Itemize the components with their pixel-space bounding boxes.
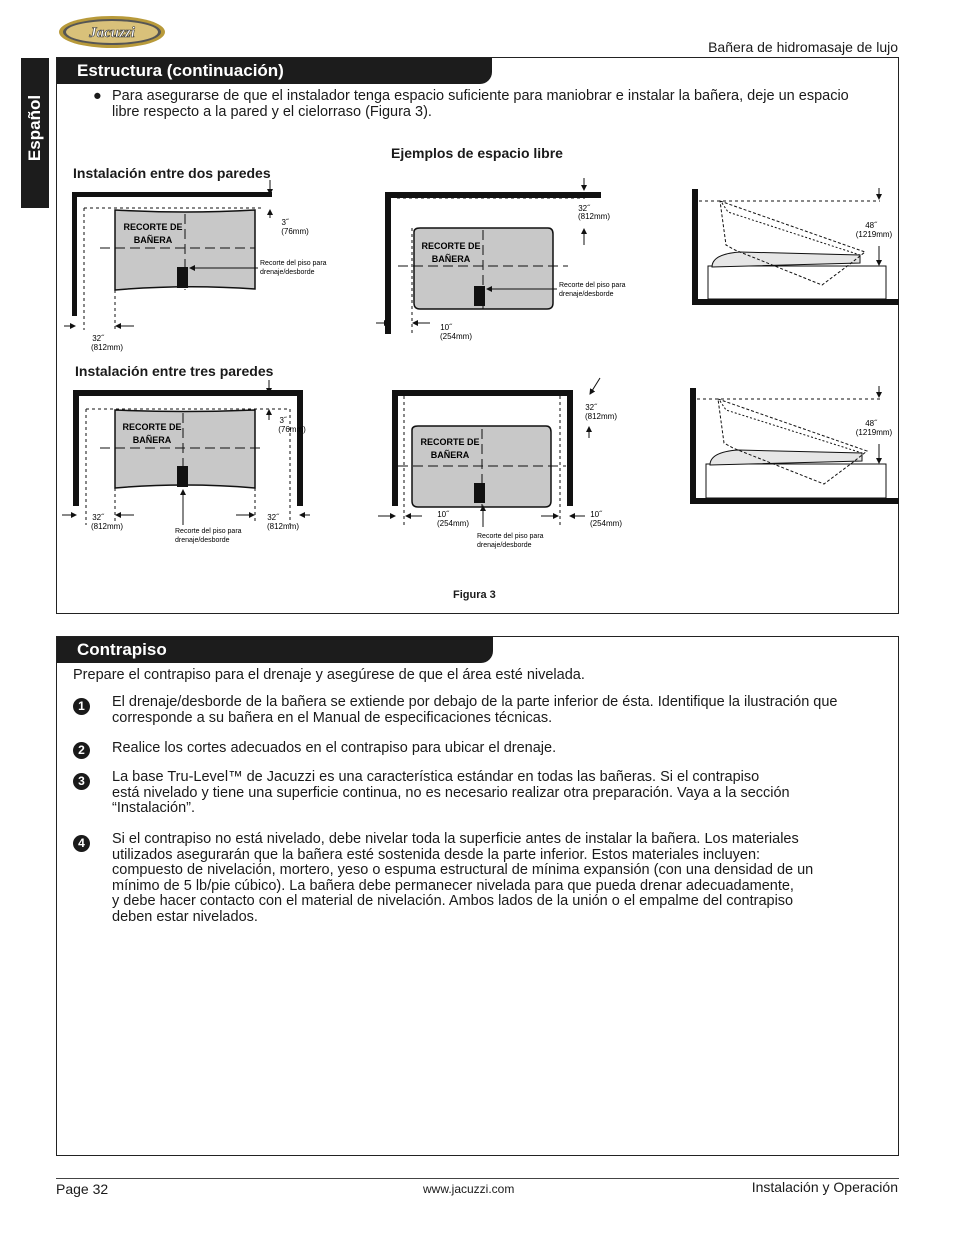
svg-text:Recorte del piso paradrenaje/d: Recorte del piso para drenaje/desborde [260,260,327,276]
step-4-line: utilizados asegurarán que la bañera esté sostenida desde la parte inferior. Estos materiales incluyen: [112,846,761,863]
language-tab-label: Español [25,94,44,162]
diagram-three-walls-left [62,380,310,544]
figure-caption: Figura 3 [453,589,496,601]
diagram-two-walls-left [64,180,327,352]
svg-text:Recorte del piso paradrenaje/d: Recorte del piso para drenaje/desborde [175,528,242,544]
footer-url[interactable]: www.jacuzzi.com [423,1182,515,1196]
step-4-line: compuesto de nivelación, mortero, yeso o espuma estructural de mínima expansión (con una densidad de un [112,862,814,879]
three-walls-heading: Instalación entre tres paredes [75,363,274,379]
svg-text:32˝(812mm): 32˝ (812mm) [577,204,611,221]
step-1-line: corresponde a su bañera en el Manual de especificaciones técnicas. [112,709,553,726]
step-3-line: La base Tru-Level™ de Jacuzzi es una característica estándar en todas las bañeras. Si el contrapiso [112,769,760,785]
diagram-two-walls-right [376,178,626,341]
two-walls-heading: Instalación entre dos paredes [73,165,271,181]
subfloor-section-title: Contrapiso [57,637,493,663]
step-4-line: deben estar nivelados. [112,908,258,925]
drain-cutout-icon [177,466,188,487]
diagram-side-view-top [692,188,899,305]
step-3-text [112,770,892,817]
svg-text:32˝(812mm): 32˝ (812mm) [90,334,124,352]
step-2-text [112,741,892,757]
diagram-three-walls-right [378,378,622,549]
svg-text:Recorte del piso paradrenaje/d: Recorte del piso para drenaje/desborde [477,533,544,549]
step-4-number: 4 [73,835,90,852]
step-1-number: 1 [73,698,90,715]
svg-text:32˝(812mm): 32˝ (812mm) [584,403,618,421]
svg-text:Recorte del piso paradrenaje/d: Recorte del piso para drenaje/desborde [559,282,626,298]
drain-cutout-icon [474,483,485,503]
step-3-number: 3 [73,773,90,790]
document-title: Bañera de hidromasaje de lujo [708,39,898,55]
step-1-line: El drenaje/desborde de la bañera se extiende por debajo de la parte inferior de ésta. Identifique la ilustración que [112,694,838,710]
svg-text:RECORTE DEBAÑERA: RECORTE DE BAÑERA [420,437,480,460]
svg-text:10˝(254mm): 10˝ (254mm) [436,510,470,528]
subfloor-intro: Prepare el contrapiso para el drenaje y asegúrese de que el área esté nivelada. [73,667,585,683]
svg-text:10˝(254mm): 10˝ (254mm) [589,510,623,528]
svg-text:32˝(812mm): 32˝ (812mm) [266,513,300,531]
svg-text:10˝(254mm): 10˝ (254mm) [439,323,473,341]
diagram-side-view-bottom [690,386,899,504]
drain-cutout-icon [474,286,485,306]
svg-text:48˝(1219mm): 48˝ (1219mm) [855,419,893,437]
page-number: Page 32 [56,1181,109,1197]
svg-text:3˝(76mm): 3˝ (76mm) [278,416,306,434]
step-4-line: mínimo de 5 lb/pie cúbico). La bañera debe permanecer nivelada para que pueda drenar adecuadamente, [112,877,794,894]
drain-cutout-icon [177,267,188,288]
svg-text:RECORTE DEBAÑERA: RECORTE DE BAÑERA [122,422,182,445]
step-1-text [112,695,902,726]
step-2-line: Realice los cortes adecuados en el contrapiso para ubicar el drenaje. [112,740,557,756]
step-4-line: y debe hacer contacto con el material de nivelación. Ambos lados de la unión o el empalme del contrapiso [112,893,794,910]
svg-text:RECORTE DEBAÑERA: RECORTE DE BAÑERA [123,222,183,245]
step-2-number: 2 [73,742,90,759]
footer-section: Instalación y Operación [751,1179,898,1195]
svg-text:32˝(812mm): 32˝ (812mm) [90,513,124,531]
bullet-icon: ● [93,88,102,104]
structure-bullet-text: Para asegurarse de que el instalador tenga espacio suficiente para maniobrar e instalar la bañera, deje un espacio libre respecto a la pared y el cielorraso (Figura 3). [112,88,849,120]
svg-text:3˝(76mm): 3˝ (76mm) [281,218,309,236]
svg-text:48˝(1219mm): 48˝ (1219mm) [855,221,893,239]
examples-heading: Ejemplos de espacio libre [391,145,563,161]
structure-section-title: Estructura (continuación) [57,58,492,84]
step-4-text [112,832,892,926]
step-3-line: “Instalación”. [112,800,196,817]
logo-text: Jacuzzi [89,25,135,41]
step-4-line: Si el contrapiso no está nivelado, debe nivelar toda la superficie antes de instalar la bañera. Los materiales [112,831,799,847]
step-3-line: está nivelado y tiene una superficie continua, no es necesario realizar otra preparación. Vaya a la sección [112,784,790,801]
svg-text:RECORTE DEBAÑERA: RECORTE DE BAÑERA [421,241,481,264]
